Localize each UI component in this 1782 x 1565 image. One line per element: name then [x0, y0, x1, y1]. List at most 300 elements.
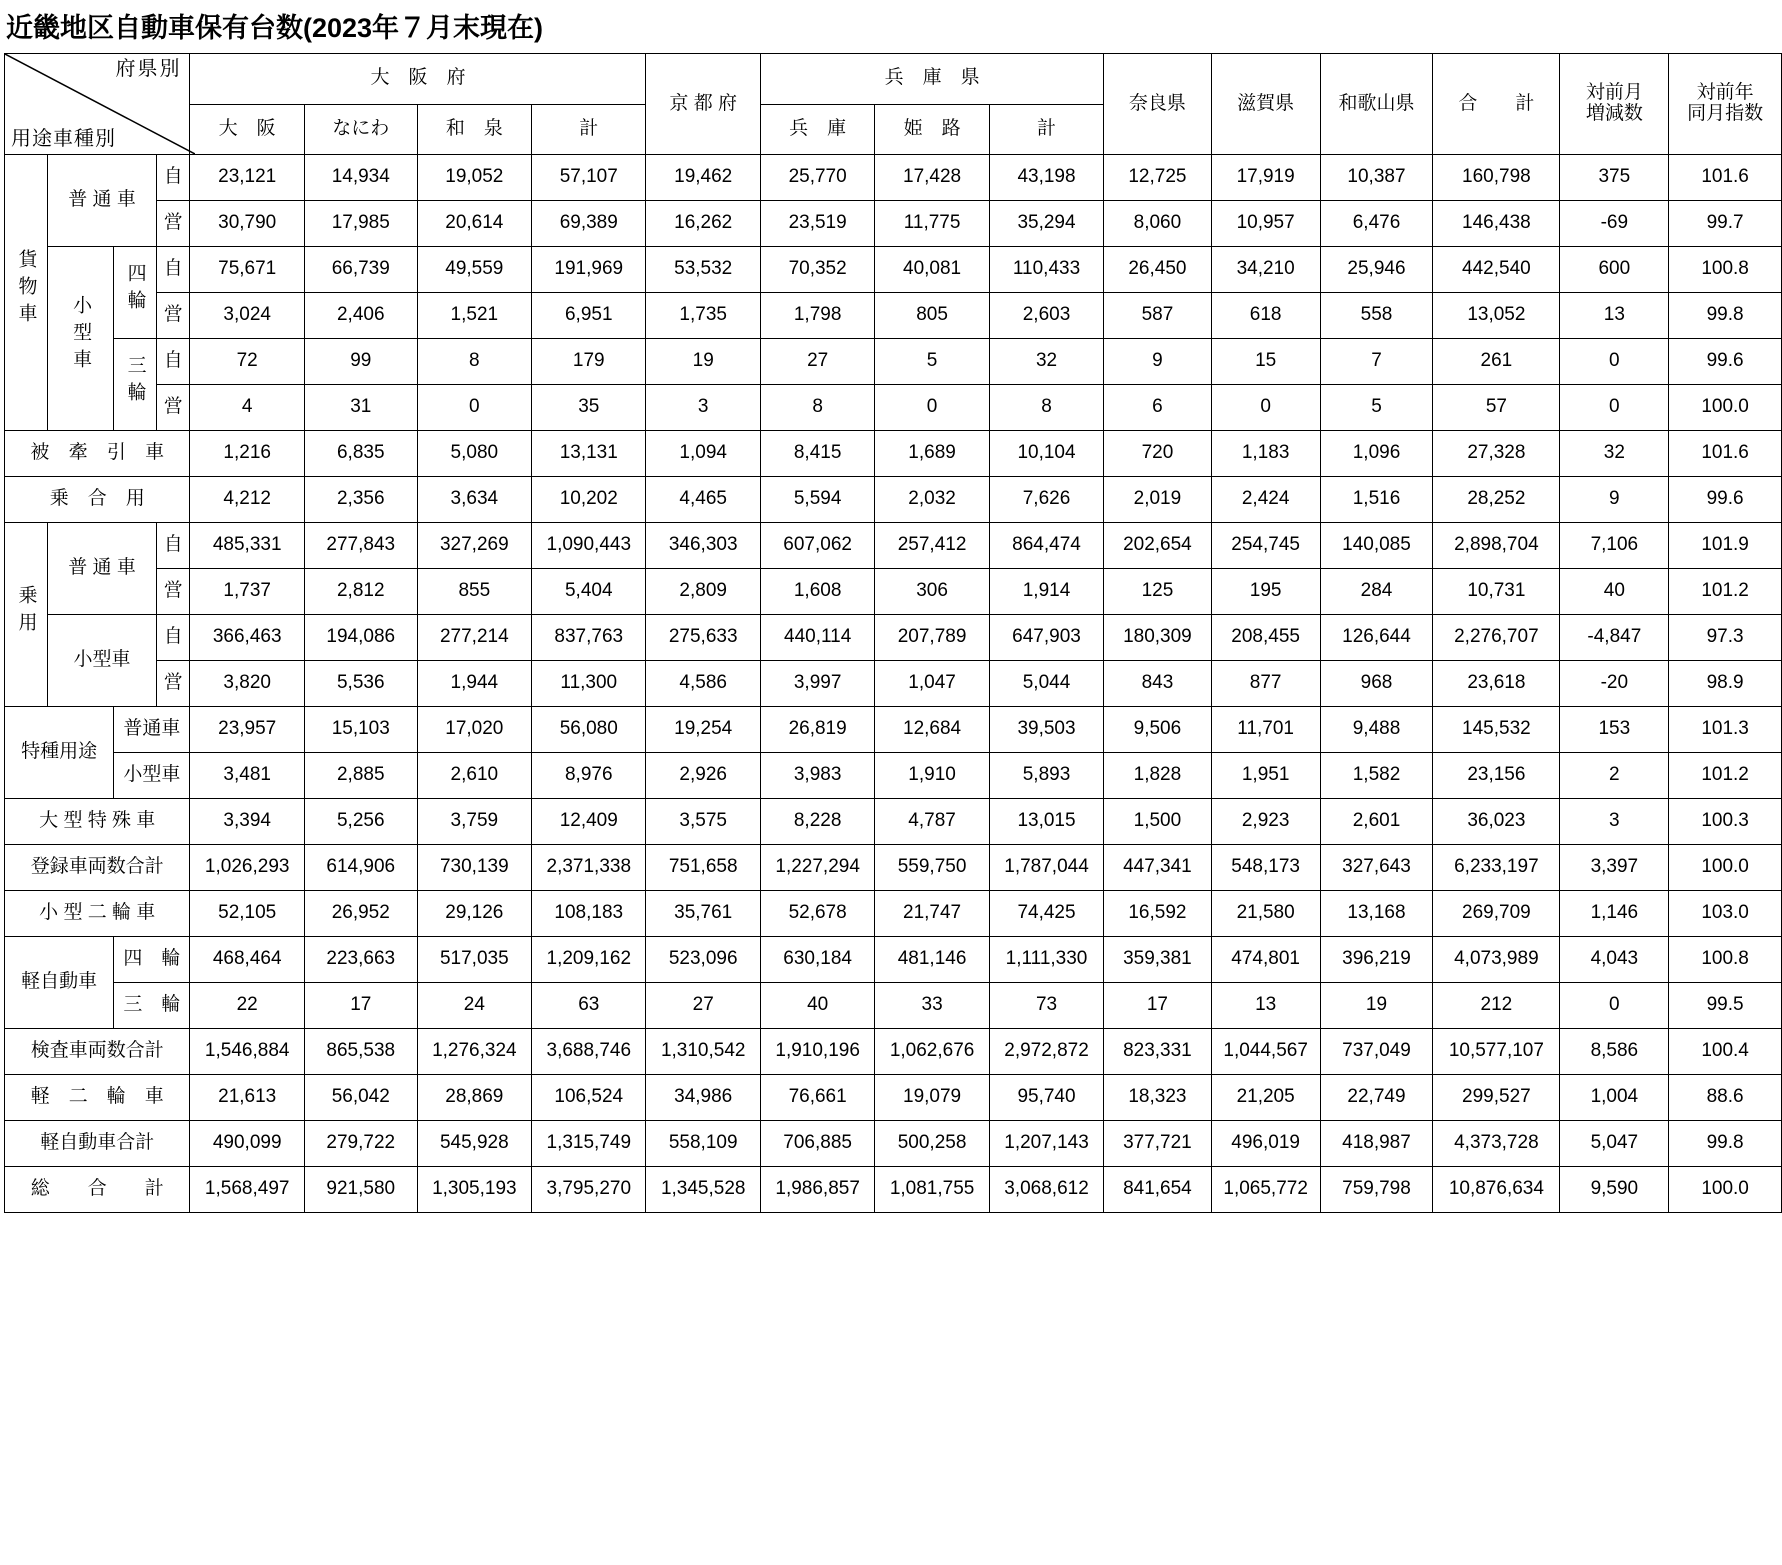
cell: 9,506: [1104, 707, 1211, 753]
cell: 25,946: [1320, 247, 1433, 293]
cell: 100.8: [1669, 937, 1782, 983]
cell: 7,106: [1560, 523, 1669, 569]
cell: 1,146: [1560, 891, 1669, 937]
cell: 56,042: [304, 1075, 417, 1121]
cell: 101.9: [1669, 523, 1782, 569]
cell: 23,957: [190, 707, 304, 753]
cell: 496,019: [1211, 1121, 1320, 1167]
cell: 5,893: [989, 753, 1103, 799]
cell: 1,944: [417, 661, 531, 707]
header-osaka-sub-0: 大 阪: [190, 104, 304, 155]
cell: 223,663: [304, 937, 417, 983]
cell: 517,035: [417, 937, 531, 983]
cell: 1,798: [760, 293, 874, 339]
cell: 737,049: [1320, 1029, 1433, 1075]
table-row: [5, 385, 1782, 431]
cell: 2,809: [646, 569, 760, 615]
cell: 1,094: [646, 431, 760, 477]
cell: 99.8: [1669, 1121, 1782, 1167]
cell: 202,654: [1104, 523, 1211, 569]
cell: 1,546,884: [190, 1029, 304, 1075]
cell: 1,787,044: [989, 845, 1103, 891]
cell: 1,047: [875, 661, 989, 707]
cell: 1,345,528: [646, 1167, 760, 1213]
cell: 2,019: [1104, 477, 1211, 523]
cell: 100.0: [1669, 1167, 1782, 1213]
cell: 618: [1211, 293, 1320, 339]
cell: 751,658: [646, 845, 760, 891]
cell: 418,987: [1320, 1121, 1433, 1167]
cell: 29,126: [417, 891, 531, 937]
cell: 4,373,728: [1433, 1121, 1560, 1167]
cell: 558: [1320, 293, 1433, 339]
cell: 647,903: [989, 615, 1103, 661]
cell: 805: [875, 293, 989, 339]
cell: 1,608: [760, 569, 874, 615]
cell: 284: [1320, 569, 1433, 615]
cell: 19,079: [875, 1075, 989, 1121]
cell: 0: [1211, 385, 1320, 431]
cell: 706,885: [760, 1121, 874, 1167]
cell: 13: [1560, 293, 1669, 339]
cell: 21,747: [875, 891, 989, 937]
cell: 0: [1560, 983, 1669, 1029]
cell: 40: [760, 983, 874, 1029]
cell: 73: [989, 983, 1103, 1029]
cell: 0: [1560, 339, 1669, 385]
table-row: [5, 1075, 1782, 1121]
cell: 33: [875, 983, 989, 1029]
rowlabel-sanrin: 三輪: [114, 339, 157, 431]
cell: 11,775: [875, 201, 989, 247]
cell: 19: [1320, 983, 1433, 1029]
cell: 36,023: [1433, 799, 1560, 845]
rowlabel-kogatasha: 小型車: [48, 615, 157, 707]
cell: 877: [1211, 661, 1320, 707]
cell: 8,976: [532, 753, 646, 799]
header-hyogo-sub-1: 姫 路: [875, 104, 989, 155]
cell: 2,356: [304, 477, 417, 523]
cell: 6,951: [532, 293, 646, 339]
cell: 145,532: [1433, 707, 1560, 753]
header-osaka: 大 阪 府: [190, 54, 646, 105]
cell: 35,761: [646, 891, 760, 937]
cell: 5: [875, 339, 989, 385]
cell: 28,252: [1433, 477, 1560, 523]
page-title: 近畿地区自動車保有台数(2023年７月末現在): [6, 13, 544, 43]
cell: 74,425: [989, 891, 1103, 937]
cell: 101.6: [1669, 155, 1782, 201]
cell: 1,062,676: [875, 1029, 989, 1075]
cell: 1,568,497: [190, 1167, 304, 1213]
cell: 14,934: [304, 155, 417, 201]
cell: 269,709: [1433, 891, 1560, 937]
header-osaka-sub-3: 計: [532, 104, 646, 155]
cell: 6,233,197: [1433, 845, 1560, 891]
cell: 1,096: [1320, 431, 1433, 477]
cell: 1,910,196: [760, 1029, 874, 1075]
cell: 5,044: [989, 661, 1103, 707]
cell: 25,770: [760, 155, 874, 201]
cell: 11,701: [1211, 707, 1320, 753]
cell: 3,024: [190, 293, 304, 339]
cell: 6,476: [1320, 201, 1433, 247]
cell: 823,331: [1104, 1029, 1211, 1075]
cell: 15: [1211, 339, 1320, 385]
cell: 16,592: [1104, 891, 1211, 937]
cell: 1,521: [417, 293, 531, 339]
cell: 140,085: [1320, 523, 1433, 569]
cell: 19: [646, 339, 760, 385]
cell: 19,052: [417, 155, 531, 201]
cell: 66,739: [304, 247, 417, 293]
rowlabel-yonrin: 四輪: [114, 247, 157, 339]
cell: 212: [1433, 983, 1560, 1029]
rowlabel-ji: 自: [157, 523, 190, 569]
cell: 17,020: [417, 707, 531, 753]
table-row: [5, 661, 1782, 707]
cell: 8: [989, 385, 1103, 431]
cell: 99.5: [1669, 983, 1782, 1029]
cell: 26,952: [304, 891, 417, 937]
cell: 0: [417, 385, 531, 431]
cell: 57: [1433, 385, 1560, 431]
cell: 396,219: [1320, 937, 1433, 983]
cell: 32: [1560, 431, 1669, 477]
cell: 12,684: [875, 707, 989, 753]
cell: 9,488: [1320, 707, 1433, 753]
cell: 27,328: [1433, 431, 1560, 477]
cell: 13,015: [989, 799, 1103, 845]
cell: 968: [1320, 661, 1433, 707]
header-month-over-month: [1560, 54, 1669, 155]
rowlabel-kei: 軽自動車: [5, 937, 114, 1029]
cell: 69,389: [532, 201, 646, 247]
cell: 442,540: [1433, 247, 1560, 293]
cell: 485,331: [190, 523, 304, 569]
cell: -20: [1560, 661, 1669, 707]
cell: 34,210: [1211, 247, 1320, 293]
cell: 2,885: [304, 753, 417, 799]
cell: 24: [417, 983, 531, 1029]
cell: 2,603: [989, 293, 1103, 339]
cell: 2,610: [417, 753, 531, 799]
rowlabel-ei: 営: [157, 293, 190, 339]
rowlabel-ji: 自: [157, 615, 190, 661]
cell: 12,725: [1104, 155, 1211, 201]
cell: 614,906: [304, 845, 417, 891]
yoy-line2: 同月指数: [1687, 103, 1764, 124]
cell: 2,812: [304, 569, 417, 615]
cell: 468,464: [190, 937, 304, 983]
rowlabel-futsusha: 普 通 車: [48, 155, 157, 247]
cell: 1,828: [1104, 753, 1211, 799]
cell: 40: [1560, 569, 1669, 615]
cell: 146,438: [1433, 201, 1560, 247]
cell: 5: [1320, 385, 1433, 431]
cell: 864,474: [989, 523, 1103, 569]
cell: 100.4: [1669, 1029, 1782, 1075]
cell: -4,847: [1560, 615, 1669, 661]
cell: 3,759: [417, 799, 531, 845]
cell: 587: [1104, 293, 1211, 339]
cell: 921,580: [304, 1167, 417, 1213]
cell: 17,985: [304, 201, 417, 247]
cell: 377,721: [1104, 1121, 1211, 1167]
header-hyogo-sub-0: 兵 庫: [760, 104, 874, 155]
cell: 10,957: [1211, 201, 1320, 247]
rowlabel-tokushu-futsu: 普通車: [114, 707, 190, 753]
cell: 100.8: [1669, 247, 1782, 293]
cell: 76,661: [760, 1075, 874, 1121]
cell: 1,689: [875, 431, 989, 477]
cell: 23,519: [760, 201, 874, 247]
cell: 3,575: [646, 799, 760, 845]
cell: 100.0: [1669, 845, 1782, 891]
cell: 327,643: [1320, 845, 1433, 891]
rowlabel-toroku-total: 登録車両数合計: [5, 845, 190, 891]
cell: 8,060: [1104, 201, 1211, 247]
cell: 23,618: [1433, 661, 1560, 707]
cell: 3,397: [1560, 845, 1669, 891]
rowlabel-ei: 営: [157, 385, 190, 431]
cell: 3,983: [760, 753, 874, 799]
cell: 261: [1433, 339, 1560, 385]
cell: 99.8: [1669, 293, 1782, 339]
table-row: [5, 247, 1782, 293]
cell: 4,043: [1560, 937, 1669, 983]
cell: 855: [417, 569, 531, 615]
cell: 180,309: [1104, 615, 1211, 661]
cell: 3: [1560, 799, 1669, 845]
cell: 2,371,338: [532, 845, 646, 891]
cell: 1,276,324: [417, 1029, 531, 1075]
cell: 23,156: [1433, 753, 1560, 799]
cell: 4: [190, 385, 304, 431]
cell: 474,801: [1211, 937, 1320, 983]
cell: 3,394: [190, 799, 304, 845]
cell: 1,216: [190, 431, 304, 477]
rowlabel-kei-nirin: 軽 二 輪 車: [5, 1075, 190, 1121]
cell: 10,202: [532, 477, 646, 523]
cell: 447,341: [1104, 845, 1211, 891]
rowlabel-joyo: 乗用: [5, 523, 48, 707]
cell: 3,688,746: [532, 1029, 646, 1075]
rowlabel-ji: 自: [157, 247, 190, 293]
table-row: [5, 155, 1782, 201]
header-year-over-year: [1669, 54, 1782, 155]
mom-line1: 対前月: [1585, 82, 1643, 104]
rowlabel-kensa-total: 検査車両数合計: [5, 1029, 190, 1075]
cell: 16,262: [646, 201, 760, 247]
cell: 481,146: [875, 937, 989, 983]
cell: 7,626: [989, 477, 1103, 523]
table-row: [5, 339, 1782, 385]
cell: 194,086: [304, 615, 417, 661]
rowlabel-hikensha: 被 牽 引 車: [5, 431, 190, 477]
cell: 2,424: [1211, 477, 1320, 523]
yoy-line1: 対前年: [1696, 82, 1754, 104]
table-row: [5, 615, 1782, 661]
cell: 1,081,755: [875, 1167, 989, 1213]
cell: 22,749: [1320, 1075, 1433, 1121]
cell: 35: [532, 385, 646, 431]
cell: 21,205: [1211, 1075, 1320, 1121]
rowlabel-kamotsu: 貨物車: [5, 155, 48, 431]
cell: 21,580: [1211, 891, 1320, 937]
rowlabel-joriyo: 乗 合 用: [5, 477, 190, 523]
table-row: [5, 983, 1782, 1029]
cell: 101.2: [1669, 753, 1782, 799]
rowlabel-tokushu-kogata: 小型車: [114, 753, 190, 799]
cell: 720: [1104, 431, 1211, 477]
table-row: [5, 707, 1782, 753]
table-row: [5, 1029, 1782, 1075]
cell: 1,914: [989, 569, 1103, 615]
cell: 57,107: [532, 155, 646, 201]
cell: 3: [646, 385, 760, 431]
cell: 843: [1104, 661, 1211, 707]
cell: 5,594: [760, 477, 874, 523]
cell: 153: [1560, 707, 1669, 753]
cell: 559,750: [875, 845, 989, 891]
corner-header: [5, 54, 190, 155]
cell: 3,634: [417, 477, 531, 523]
cell: 88.6: [1669, 1075, 1782, 1121]
cell: 0: [875, 385, 989, 431]
cell: 35,294: [989, 201, 1103, 247]
cell: 53,532: [646, 247, 760, 293]
cell: 277,214: [417, 615, 531, 661]
cell: 13: [1211, 983, 1320, 1029]
cell: 52,105: [190, 891, 304, 937]
cell: 1,090,443: [532, 523, 646, 569]
cell: 21,613: [190, 1075, 304, 1121]
cell: 27: [646, 983, 760, 1029]
rowlabel-ei: 営: [157, 569, 190, 615]
cell: 1,065,772: [1211, 1167, 1320, 1213]
cell: 837,763: [532, 615, 646, 661]
cell: 106,524: [532, 1075, 646, 1121]
cell: 277,843: [304, 523, 417, 569]
cell: 730,139: [417, 845, 531, 891]
vehicle-ownership-table: [4, 53, 1782, 1213]
cell: 3,820: [190, 661, 304, 707]
cell: 100.0: [1669, 385, 1782, 431]
header-osaka-sub-1: なにわ: [304, 104, 417, 155]
cell: 306: [875, 569, 989, 615]
cell: 2,601: [1320, 799, 1433, 845]
table-row: [5, 477, 1782, 523]
cell: 20,614: [417, 201, 531, 247]
cell: 103.0: [1669, 891, 1782, 937]
cell: 1,004: [1560, 1075, 1669, 1121]
cell: 10,577,107: [1433, 1029, 1560, 1075]
cell: 2: [1560, 753, 1669, 799]
cell: 548,173: [1211, 845, 1320, 891]
cell: 126,644: [1320, 615, 1433, 661]
cell: 299,527: [1433, 1075, 1560, 1121]
table-row: [5, 569, 1782, 615]
table-row: [5, 293, 1782, 339]
cell: 97.3: [1669, 615, 1782, 661]
table-row: [5, 1121, 1782, 1167]
cell: 5,047: [1560, 1121, 1669, 1167]
cell: 195: [1211, 569, 1320, 615]
cell: 2,276,707: [1433, 615, 1560, 661]
cell: 5,256: [304, 799, 417, 845]
table-row: [5, 1167, 1782, 1213]
cell: 28,869: [417, 1075, 531, 1121]
cell: 7: [1320, 339, 1433, 385]
cell: 10,387: [1320, 155, 1433, 201]
table-row: [5, 937, 1782, 983]
cell: 600: [1560, 247, 1669, 293]
cell: 191,969: [532, 247, 646, 293]
cell: 8: [760, 385, 874, 431]
cell: 30,790: [190, 201, 304, 247]
cell: 759,798: [1320, 1167, 1433, 1213]
rowlabel-grand-total: 総 合 計: [5, 1167, 190, 1213]
cell: 39,503: [989, 707, 1103, 753]
cell: 10,731: [1433, 569, 1560, 615]
rowlabel-kei-sanrin: 三 輪: [114, 983, 190, 1029]
table-row: [5, 201, 1782, 247]
rowlabel-ei: 営: [157, 201, 190, 247]
cell: 3,795,270: [532, 1167, 646, 1213]
header-kyoto: 京 都 府: [646, 54, 760, 155]
cell: 110,433: [989, 247, 1103, 293]
cell: 1,986,857: [760, 1167, 874, 1213]
cell: 5,536: [304, 661, 417, 707]
cell: 99.6: [1669, 477, 1782, 523]
cell: 1,500: [1104, 799, 1211, 845]
cell: 13,168: [1320, 891, 1433, 937]
cell: 9: [1104, 339, 1211, 385]
cell: 27: [760, 339, 874, 385]
cell: 18,323: [1104, 1075, 1211, 1121]
cell: 9,590: [1560, 1167, 1669, 1213]
rowlabel-kogata-nirin: 小 型 二 輪 車: [5, 891, 190, 937]
cell: 99: [304, 339, 417, 385]
cell: 101.2: [1669, 569, 1782, 615]
cell: 359,381: [1104, 937, 1211, 983]
cell: 160,798: [1433, 155, 1560, 201]
cell: 10,876,634: [1433, 1167, 1560, 1213]
cell: 2,406: [304, 293, 417, 339]
cell: 2,923: [1211, 799, 1320, 845]
header-nara: 奈良県: [1104, 54, 1211, 155]
cell: 4,787: [875, 799, 989, 845]
cell: 327,269: [417, 523, 531, 569]
cell: 19,254: [646, 707, 760, 753]
cell: 75,671: [190, 247, 304, 293]
rowlabel-ogata-tokushu: 大 型 特 殊 車: [5, 799, 190, 845]
header-osaka-sub-2: 和 泉: [417, 104, 531, 155]
cell: 2,032: [875, 477, 989, 523]
cell: 3,997: [760, 661, 874, 707]
cell: 108,183: [532, 891, 646, 937]
cell: 179: [532, 339, 646, 385]
cell: 279,722: [304, 1121, 417, 1167]
header-total: 合 計: [1433, 54, 1560, 155]
table-row: [5, 845, 1782, 891]
cell: 49,559: [417, 247, 531, 293]
cell: 26,450: [1104, 247, 1211, 293]
cell: 1,026,293: [190, 845, 304, 891]
cell: 22: [190, 983, 304, 1029]
cell: 2,972,872: [989, 1029, 1103, 1075]
